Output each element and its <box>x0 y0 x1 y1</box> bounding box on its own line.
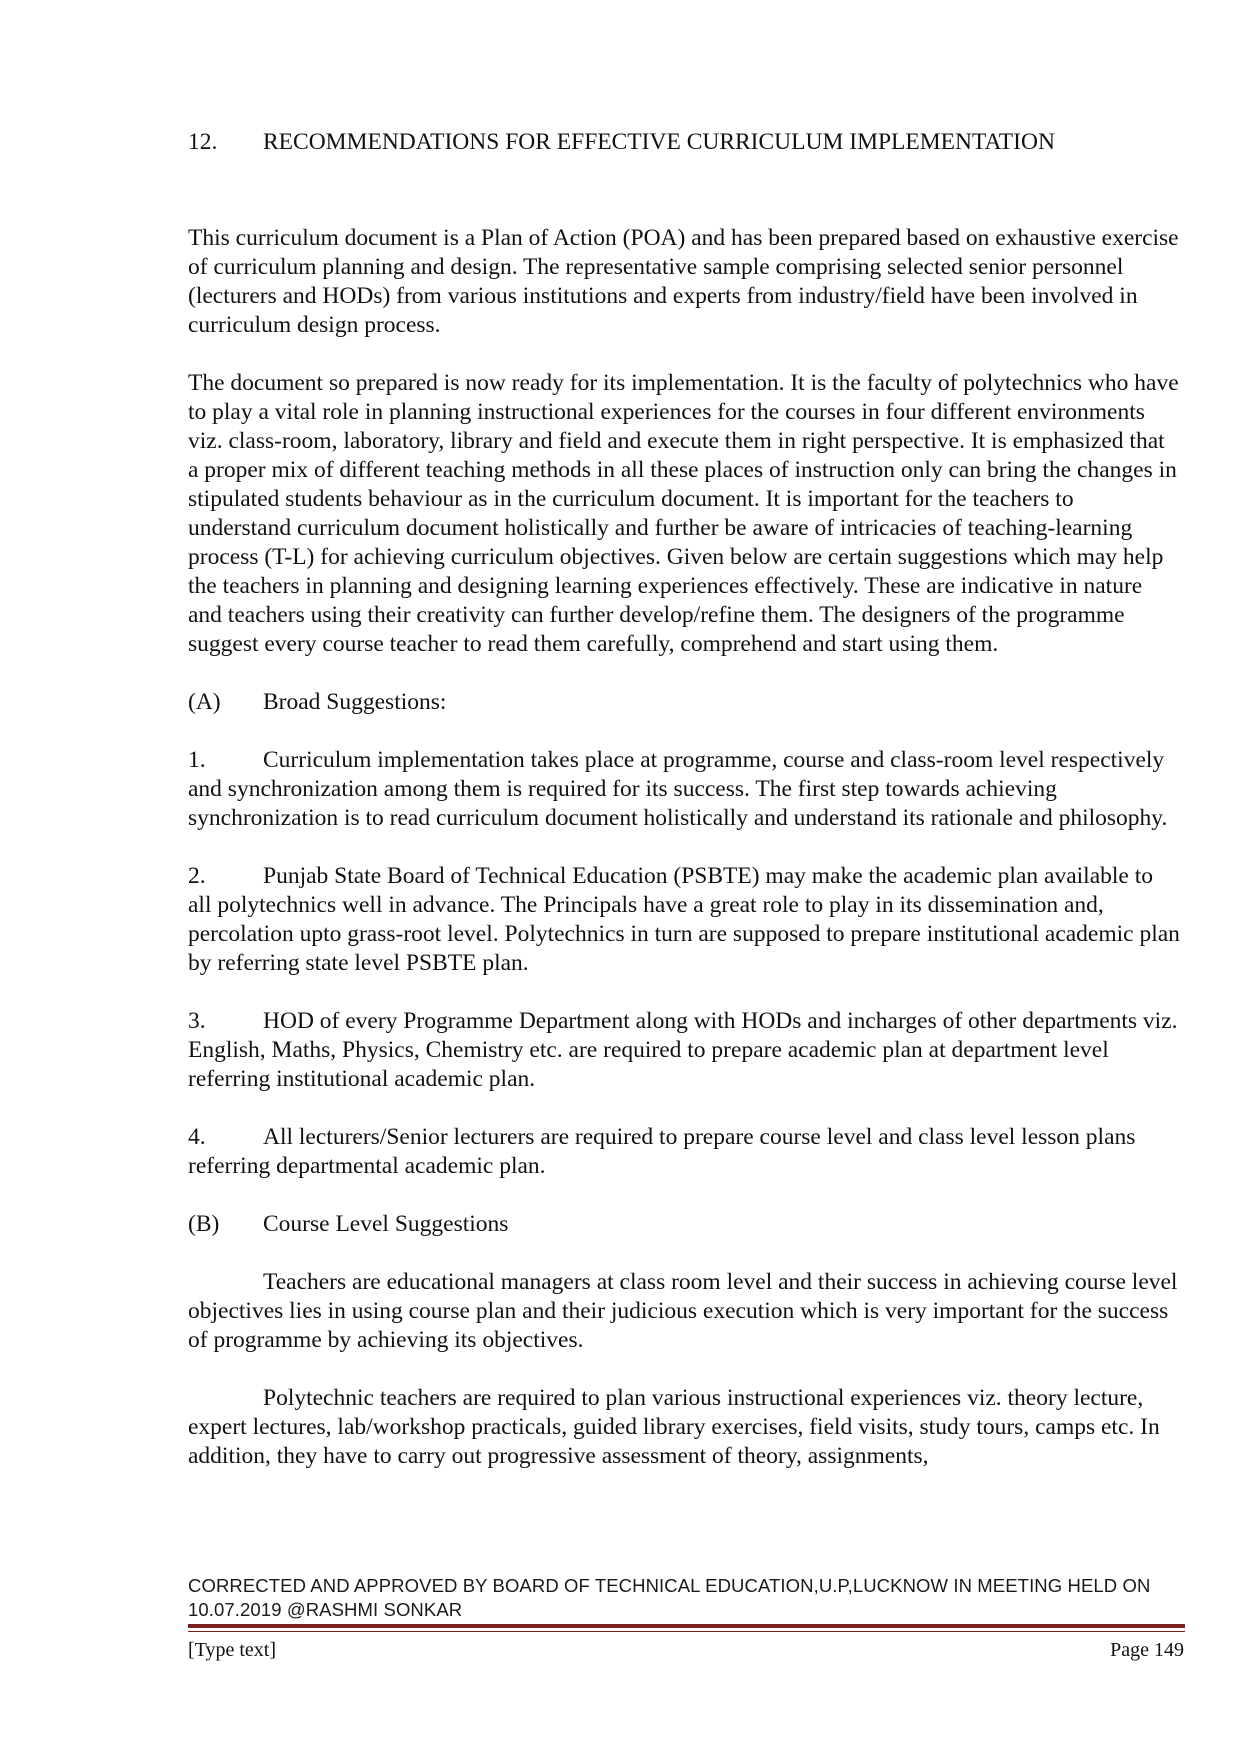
approval-note: CORRECTED AND APPROVED BY BOARD OF TECHNICAL EDUCATION,U.P,LUCKNOW IN MEETING HELD ON 10.07.2019 @RASHMI SONKAR <box>188 1575 1151 1620</box>
broad-item-text: All lecturers/Senior lecturers are required to prepare course level and class level lesson plans referring departmental academic plan. <box>188 1124 1136 1179</box>
section-title: RECOMMENDATIONS FOR EFFECTIVE CURRICULUM IMPLEMENTATION <box>263 129 1055 155</box>
course-suggestions-title: Course Level Suggestions <box>263 1211 509 1237</box>
broad-item-number: 1. <box>188 747 206 773</box>
section-heading <box>188 128 1180 157</box>
broad-suggestions-heading <box>188 688 1180 717</box>
broad-item-number: 2. <box>188 863 206 889</box>
course-suggestions-label: (B) <box>188 1211 220 1237</box>
footer-divider-thick <box>188 1624 1185 1628</box>
section-number: 12. <box>188 129 218 155</box>
footer-placeholder-text: [Type text] <box>188 1639 277 1661</box>
broad-item-4 <box>188 1123 1180 1181</box>
course-paragraph-1: Teachers are educational managers at class room level and their success in achieving course level objectives lies in using course plan and their judicious execution which is very important for the success of programme by achieving its objectives. <box>188 1269 1178 1353</box>
course-paragraph-2: Polytechnic teachers are required to plan various instructional experiences viz. theory lecture, expert lectures, lab/workshop practicals, guided library exercises, field visits, study tours, camps etc. In addition, they have to carry out progressive assessment of theory, assignments, <box>188 1385 1160 1469</box>
broad-item-number: 3. <box>188 1008 206 1034</box>
broad-suggestions-label: (A) <box>188 689 221 715</box>
page-number: Page 149 <box>1110 1639 1184 1661</box>
page-content <box>188 128 1180 1471</box>
broad-item-2 <box>188 862 1180 978</box>
course-suggestions-heading <box>188 1210 1180 1239</box>
broad-item-1 <box>188 746 1180 833</box>
footer-divider-thin <box>188 1631 1185 1632</box>
broad-suggestions-title: Broad Suggestions: <box>263 689 447 715</box>
broad-item-text: HOD of every Programme Department along with HODs and incharges of other departments viz. English, Maths, Physics, Chemistry etc. are required to prepare academic plan at department level referring institutional academic plan. <box>188 1008 1178 1092</box>
intro-paragraph-2: The document so prepared is now ready for its implementation. It is the faculty of polytechnics who have to play a vital role in planning instructional experiences for the courses in four different environments viz. class-room, laboratory, library and field and execute them in right perspective. It is emphasized that a proper mix of different teaching methods in all these places of instruction only can bring the changes in stipulated students behaviour as in the curriculum document. It is important for the teachers to understand curriculum document holistically and further be aware of intricacies of teaching-learning process (T-L) for achieving curriculum objectives. Given below are certain suggestions which may help the teachers in planning and designing learning experiences effectively. These are indicative in nature and teachers using their creativity can further develop/refine them. The designers of the programme suggest every course teacher to read them carefully, comprehend and start using them. <box>188 370 1179 657</box>
broad-item-text: Punjab State Board of Technical Education (PSBTE) may make the academic plan available to all polytechnics well in advance. The Principals have a great role to play in its dissemination and, percolation upto grass-root level. Polytechnics in turn are supposed to prepare institutional academic plan by referring state level PSBTE plan. <box>188 863 1180 976</box>
broad-item-number: 4. <box>188 1124 206 1150</box>
broad-item-text: Curriculum implementation takes place at programme, course and class-room level respectively and synchronization among them is required for its success. The first step towards achieving synchronization is to read curriculum document holistically and understand its rationale and philosophy. <box>188 747 1168 831</box>
intro-paragraph-1: This curriculum document is a Plan of Action (POA) and has been prepared based on exhaustive exercise of curriculum planning and design. The representative sample comprising selected senior personnel (lecturers and HODs) from various institutions and experts from industry/field have been involved in curriculum design process. <box>188 225 1179 338</box>
broad-item-3 <box>188 1007 1180 1094</box>
